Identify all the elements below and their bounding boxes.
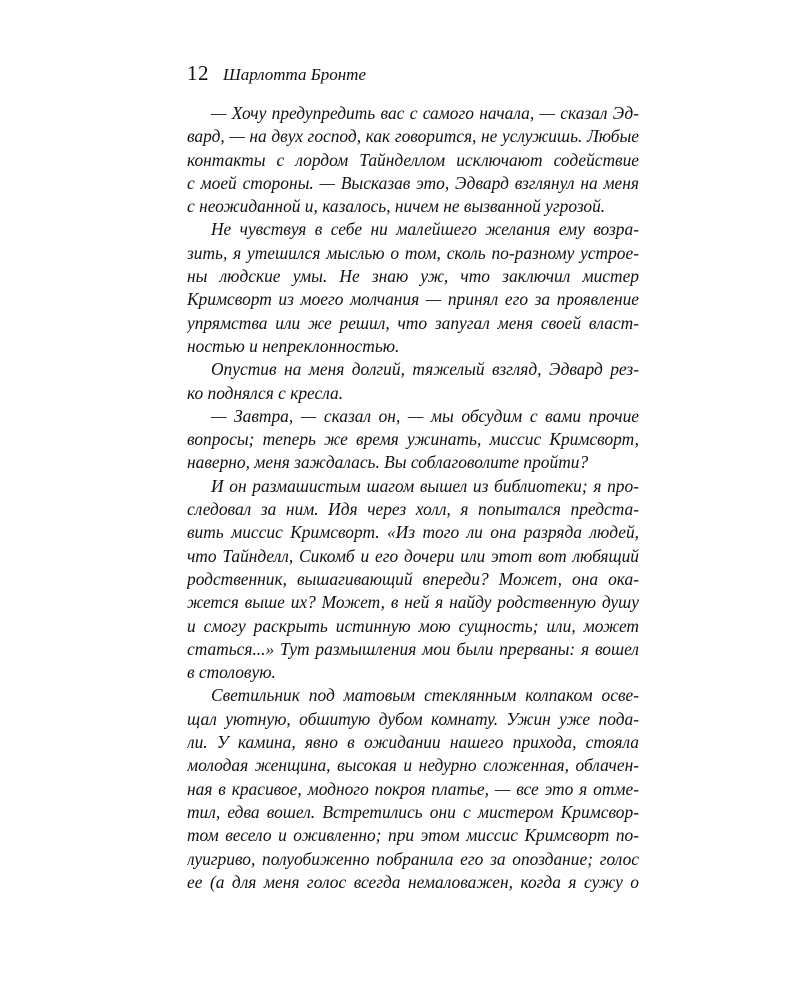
running-title: Шарлотта Бронте — [223, 65, 366, 84]
text-line: вопросы; теперь же время ужинать, миссис Кримсворт, — [187, 429, 639, 450]
text-line: И он размашистым шагом вышел из библиотеки; я про- — [211, 475, 639, 496]
text-line: ее (а для меня голос всегда немаловажен, когда я сужу о — [187, 871, 639, 892]
text-line: родственник, вышагивающий впереди? Может, она ока- — [187, 568, 639, 589]
text-line: молодая женщина, высокая и недурно сложенная, облачен- — [187, 755, 639, 776]
body-text — [187, 102, 639, 894]
text-line: ностью и непреклонностью. — [187, 335, 400, 356]
text-line: упрямства или же решил, что запугал меня своей власт- — [187, 312, 639, 333]
text-line: щал уютную, обшитую дубом комнату. Ужин уже пода- — [187, 708, 639, 729]
text-line: зить, я утешился мыслью о том, сколь по-разному устрое- — [187, 242, 639, 263]
text-line: вард, — на двух господ, как говорится, не услужишь. Любые — [187, 126, 639, 147]
text-line: и смогу раскрыть истинную мою сущность; или, может — [187, 615, 639, 636]
text-line: с моей стороны. — Высказав это, Эдвард взглянул на меня — [187, 172, 639, 193]
text-line: следовал за ним. Идя через холл, я попытался предста- — [187, 499, 639, 520]
text-line: — Хочу предупредить вас с самого начала, — сказал Эд- — [211, 103, 639, 123]
text-line: в столовую. — [187, 662, 276, 683]
text-line: ны людские умы. Не знаю уж, что заключил мистер — [187, 266, 639, 287]
text-line: наверно, меня заждалась. Вы соблаговолите пройти? — [187, 452, 589, 473]
text-line: что Тайнделл, Сикомб и его дочери или этот вот любящий — [187, 545, 639, 566]
text-line: Опустив на меня долгий, тяжелый взгляд, Эдвард рез- — [211, 359, 639, 380]
text-line: ко поднялся с кресла. — [187, 382, 344, 403]
text-line: Кримсворт из моего молчания — принял его за проявление — [187, 289, 639, 310]
text-line: Светильник под матовым стеклянным колпаком осве- — [211, 685, 639, 706]
running-head — [187, 61, 366, 91]
text-line: ли. У камина, явно в ожидании нашего прихода, стояла — [187, 732, 639, 753]
text-line: с неожиданной и, казалось, ничем не вызванной угрозой. — [187, 196, 606, 217]
text-line: жется выше их? Может, в ней я найду родственную душу — [187, 592, 639, 613]
text-line: вить миссис Кримсворт. «Из того ли она разряда людей, — [187, 522, 639, 543]
text-line: том весело и оживленно; при этом миссис Кримсворт по- — [187, 825, 639, 846]
page-number: 12 — [187, 61, 209, 85]
text-line: луигриво, полуобиженно побранила его за опоздание; голос — [187, 848, 639, 869]
text-line: ная в красивое, модного покроя платье, — все это я отме- — [187, 778, 639, 799]
text-line: Не чувствуя в себе ни малейшего желания ему возра- — [211, 219, 639, 240]
text-line: статься...» Тут размышления мои были прерваны: я вошел — [187, 638, 639, 659]
text-line: контакты с лордом Тайнделлом исключают содействие — [187, 149, 639, 170]
text-line: тил, едва вошел. Встретились они с мистером Кримсвор- — [187, 801, 639, 822]
text-line: — Завтра, — сказал он, — мы обсудим с вами прочие — [211, 405, 639, 426]
